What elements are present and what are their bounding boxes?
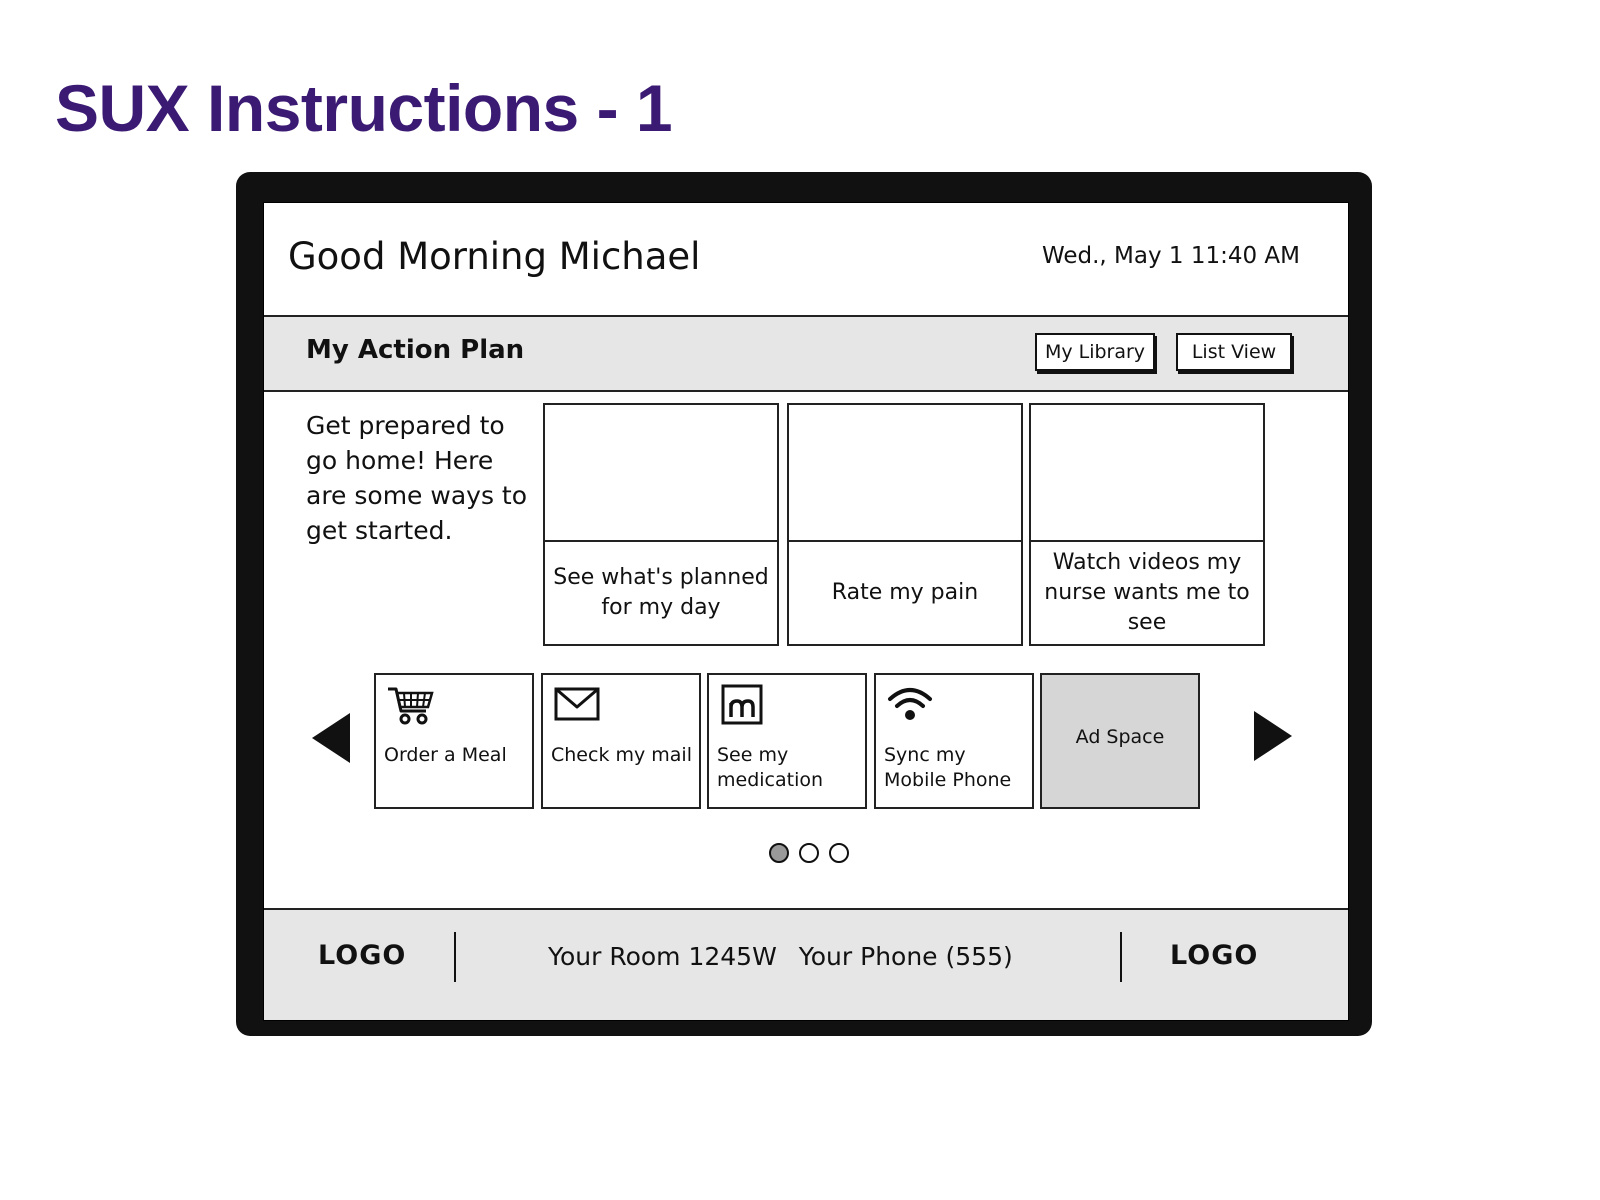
card-label: Watch videos my nurse wants me to see — [1044, 550, 1250, 635]
card-label: See what's planned for my day — [553, 565, 769, 620]
logo-left: LOGO — [318, 940, 407, 971]
room-info — [548, 942, 1013, 971]
medication-icon — [719, 683, 767, 727]
card-label: Rate my pain — [831, 580, 979, 605]
footer-bar — [264, 908, 1348, 1020]
list-view-button[interactable]: List View — [1176, 333, 1292, 371]
carousel-next-arrow-icon[interactable] — [1254, 711, 1292, 761]
mail-icon — [553, 683, 601, 727]
page-dot-1[interactable] — [769, 843, 789, 863]
phone-number: Your Phone (555) — [798, 942, 1013, 971]
header — [264, 203, 1348, 314]
date-time: Wed., May 1 11:40 AM — [1041, 243, 1300, 269]
tile-ad-space[interactable] — [1040, 673, 1200, 809]
tile-label: Check my mail — [551, 744, 692, 766]
card-image-placeholder — [789, 405, 1021, 542]
logo-right: LOGO — [1170, 940, 1259, 971]
greeting: Good Morning Michael — [288, 235, 701, 278]
tile-check-mail[interactable] — [541, 673, 701, 809]
tile-sync-phone[interactable] — [874, 673, 1034, 809]
page-dot-2[interactable] — [799, 843, 819, 863]
action-plan-bar — [264, 315, 1348, 392]
shopping-cart-icon — [386, 683, 434, 727]
tile-label: Sync my Mobile Phone — [884, 744, 1012, 791]
card-image-placeholder — [545, 405, 777, 542]
tile-see-medication[interactable] — [707, 673, 867, 809]
tile-label: Ad Space — [1075, 726, 1165, 748]
tile-label: See my medication — [717, 744, 824, 791]
wifi-icon — [886, 683, 934, 727]
card-watch-videos[interactable] — [1029, 403, 1265, 646]
room-number: Your Room 1245W — [548, 942, 777, 971]
divider — [1120, 932, 1122, 982]
card-planned-day[interactable] — [543, 403, 779, 646]
tile-label: Order a Meal — [384, 744, 507, 766]
page-dot-3[interactable] — [829, 843, 849, 863]
app-screen — [263, 202, 1349, 1021]
action-plan-title: My Action Plan — [306, 335, 525, 365]
slide-title: SUX Instructions - 1 — [55, 71, 673, 145]
carousel-prev-arrow-icon[interactable] — [312, 713, 350, 763]
my-library-button[interactable]: My Library — [1035, 333, 1155, 371]
divider — [454, 932, 456, 982]
card-image-placeholder — [1031, 405, 1263, 542]
card-rate-pain[interactable] — [787, 403, 1023, 646]
tile-order-meal[interactable] — [374, 673, 534, 809]
intro-text: Get prepared to go home! Here are some ways to get started. — [306, 411, 528, 545]
